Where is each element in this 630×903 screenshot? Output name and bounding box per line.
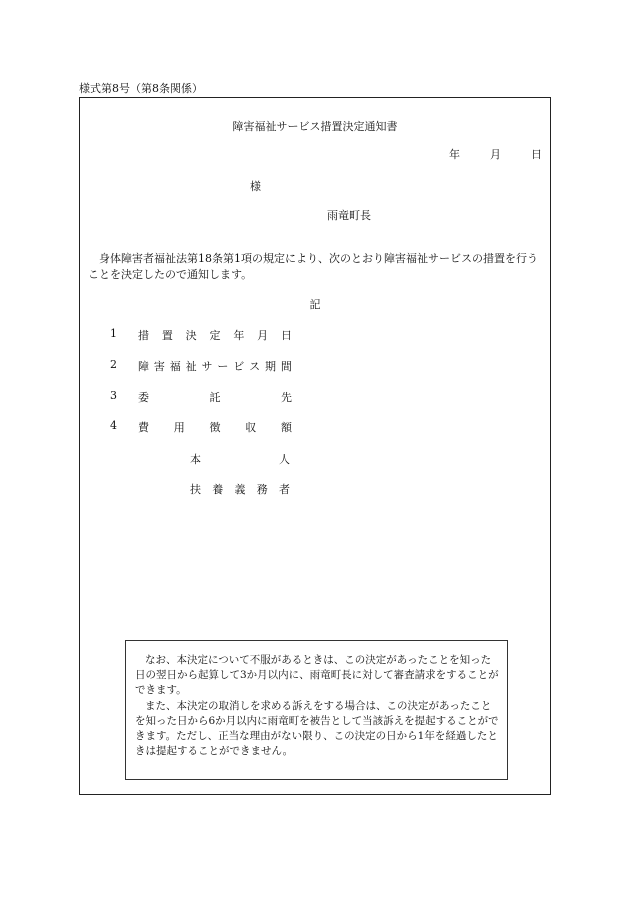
sub-item-dependent-supporter: 扶 養 義 務 者 bbox=[190, 483, 290, 496]
body-text: 身体障害者福祉法第18条第1項の規定により、次のとおり障害福祉サービスの措置を行うことを決定したので通知します。 bbox=[88, 252, 538, 281]
item-number: 1 bbox=[110, 327, 117, 340]
addressee-suffix: 様 bbox=[250, 180, 261, 193]
appeal-notice-box bbox=[125, 640, 508, 780]
form-number-label: 様式第8号（第8条関係） bbox=[79, 82, 203, 95]
day-label: 日 bbox=[531, 148, 542, 161]
month-label: 月 bbox=[490, 148, 501, 161]
item-label: 費 用 徴 収 額 bbox=[138, 421, 292, 434]
item-label: 障 害 福 祉 サ ー ビ ス 期 間 bbox=[138, 360, 292, 373]
document-frame bbox=[79, 97, 551, 795]
item-label: 措 置 決 定 年 月 日 bbox=[138, 329, 292, 342]
sub-item-principal: 本 人 bbox=[190, 453, 290, 466]
notice-paragraph-2: また、本決定の取消しを求める訴えをする場合は、この決定があったことを知った日から6か月以内に雨竜町を被告として当該訴えを提起することができます。ただし、正当な理由がない限り、この決定の日から1年を経過したときは提起することができません。 bbox=[135, 699, 499, 758]
notice-paragraph-1: なお、本決定について不服があるときは、この決定があったことを知った日の翌日から起算して3か月以内に、雨竜町長に対して審査請求をすることができます。 bbox=[135, 654, 499, 697]
date-line bbox=[449, 146, 542, 162]
item-label: 委 託 先 bbox=[138, 391, 292, 404]
issuer-name: 雨竜町長 bbox=[327, 209, 371, 222]
year-label: 年 bbox=[449, 148, 460, 161]
item-number: 4 bbox=[110, 419, 117, 432]
ki-heading: 記 bbox=[309, 298, 321, 311]
item-number: 3 bbox=[110, 389, 117, 402]
document-title: 障害福祉サービス措置決定通知書 bbox=[232, 120, 398, 133]
item-number: 2 bbox=[110, 358, 117, 371]
